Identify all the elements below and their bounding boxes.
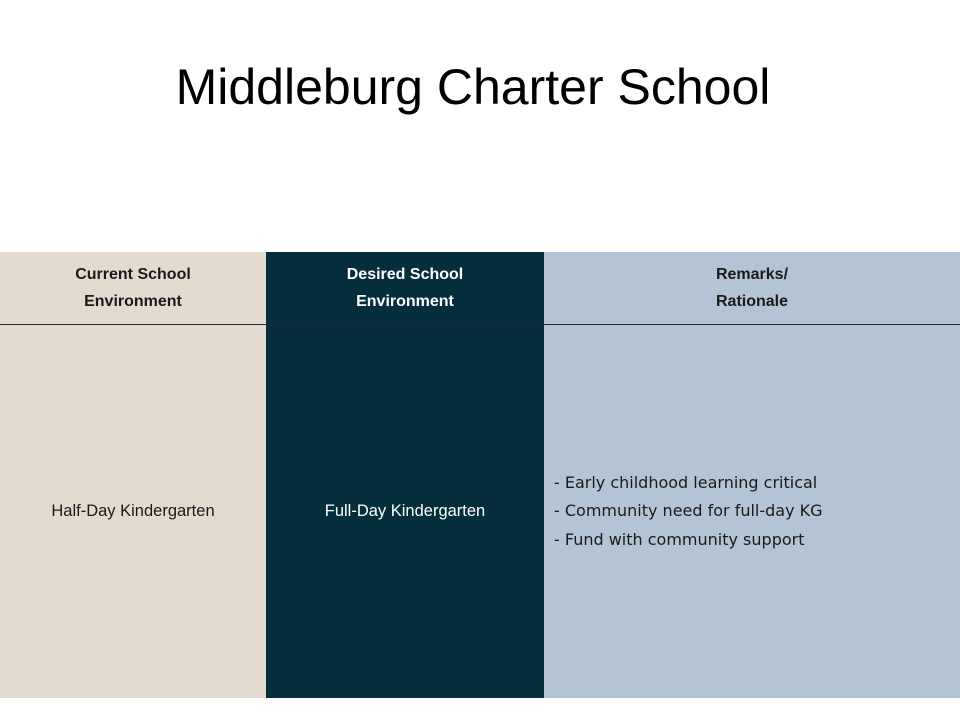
desired-environment-value: Full-Day Kindergarten <box>324 502 486 520</box>
remark-item: - Early childhood learning critical <box>554 469 823 498</box>
remark-item: - Fund with community support <box>554 526 823 555</box>
remarks-column <box>544 252 960 698</box>
desired-environment-cell <box>266 325 544 698</box>
remarks-header <box>544 252 960 324</box>
current-environment-header <box>0 252 266 324</box>
desired-header-line-2: Environment <box>356 293 454 310</box>
remarks-list <box>544 469 823 555</box>
desired-header-line-1: Desired School <box>346 266 464 283</box>
current-environment-cell <box>0 325 266 698</box>
remarks-cell <box>544 325 960 698</box>
current-header-line-2: Environment <box>84 293 182 310</box>
remarks-header-line-2: Rationale <box>715 293 788 310</box>
comparison-table <box>0 252 960 698</box>
desired-environment-header <box>266 252 544 324</box>
header-row-divider <box>0 324 960 325</box>
slide-title: Middleburg Charter School <box>175 59 771 115</box>
current-environment-column <box>0 252 266 698</box>
desired-environment-column <box>266 252 544 698</box>
current-environment-value: Half-Day Kindergarten <box>51 502 215 520</box>
remark-item: - Community need for full-day KG <box>554 497 823 526</box>
remarks-header-line-1: Remarks/ <box>715 266 789 283</box>
current-header-line-1: Current School <box>75 266 191 283</box>
